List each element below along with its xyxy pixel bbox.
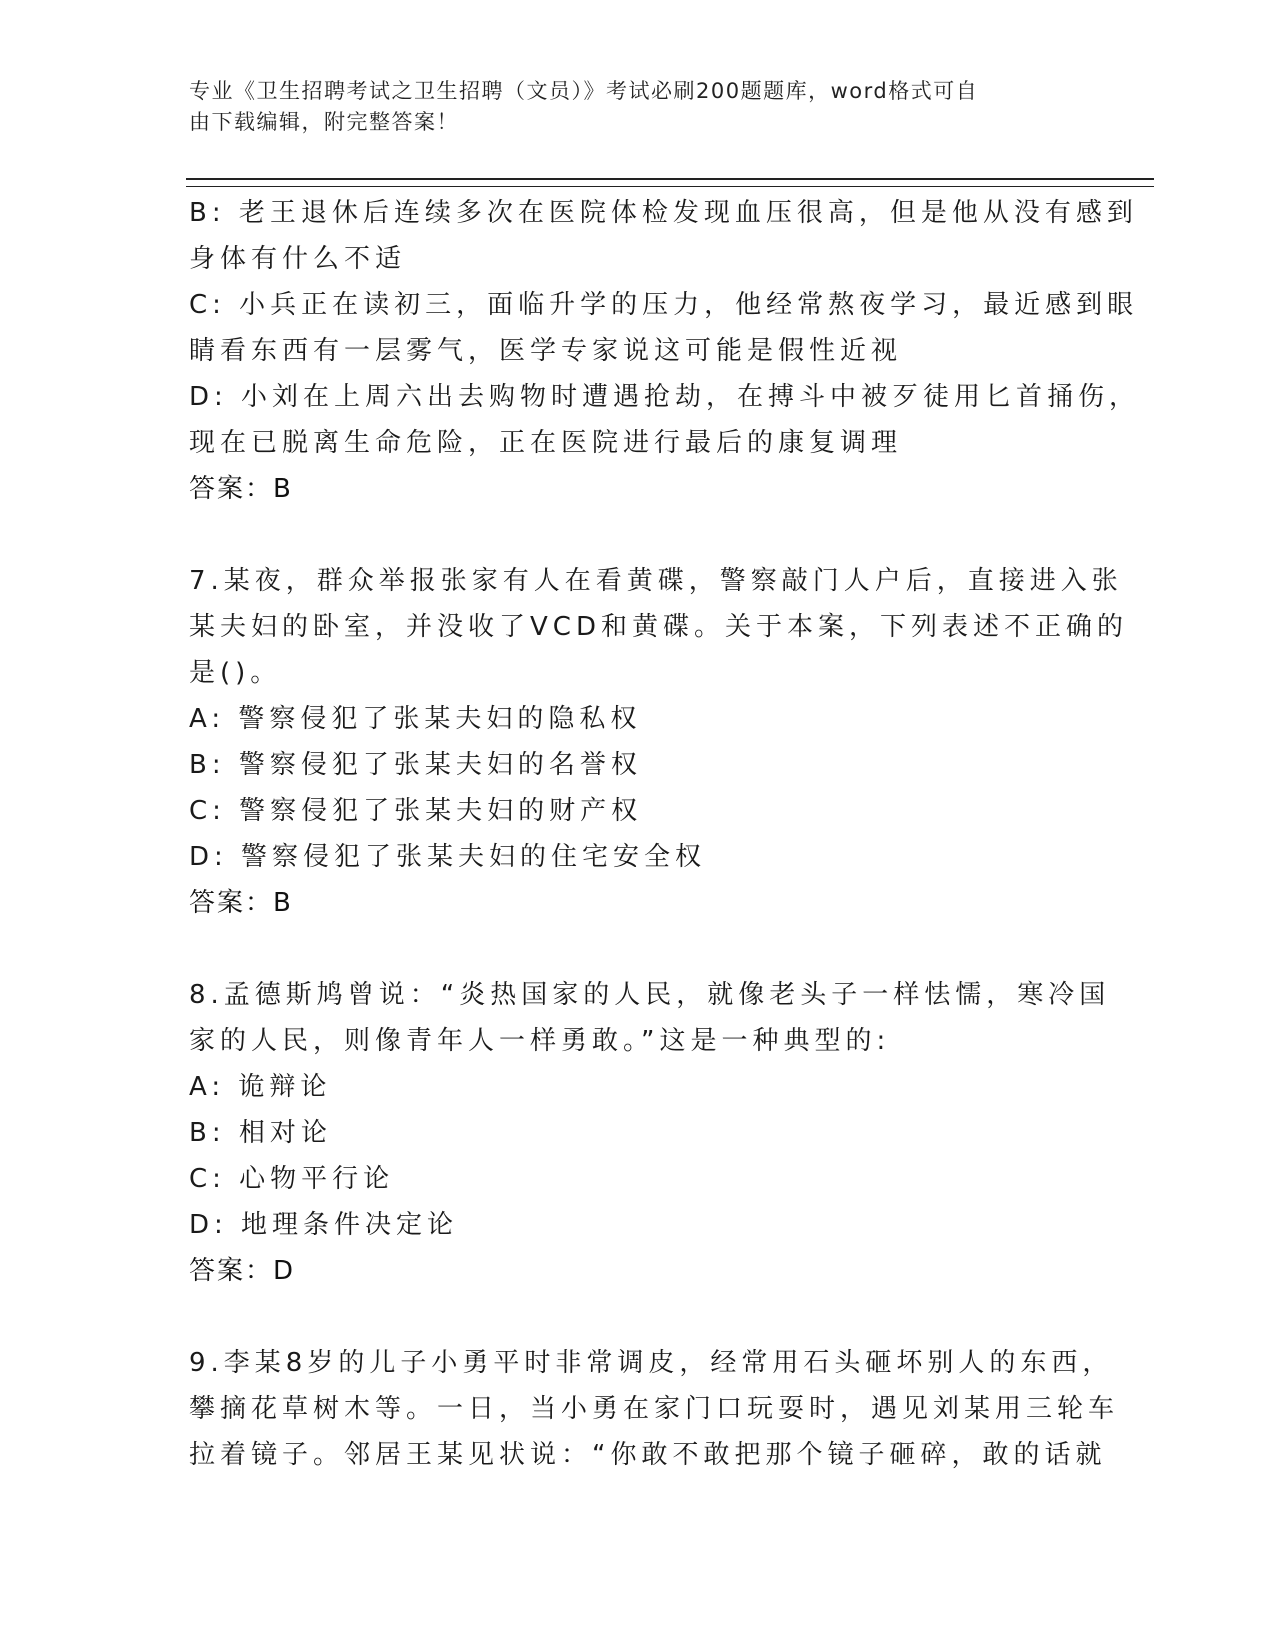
q7-option-b: B: 警察侵犯了张某夫妇的名誉权 (189, 750, 642, 780)
question-6-continued (189, 190, 1141, 512)
q8-option-c: C: 心物平行论 (189, 1164, 395, 1194)
q8-stem-line-1: 8.孟德斯鸠曾说：“炎热国家的人民，就像老头子一样怯懦，寒冷国 (189, 980, 1111, 1010)
q7-stem-line-1: 7.某夜，群众举报张家有人在看黄碟，警察敲门人户后，直接进入张 (189, 566, 1123, 596)
spacer (189, 512, 1079, 558)
document-header (189, 76, 1089, 138)
q8-answer: 答案：D (189, 1256, 296, 1286)
q6-option-d-line-2: 现在已脱离生命危险，正在医院进行最后的康复调理 (189, 428, 903, 458)
q9-stem-line-2: 攀摘花草树木等。一日，当小勇在家门口玩耍时，遇见刘某用三轮车 (189, 1394, 1120, 1424)
header-title-line-1: 专业《卫生招聘考试之卫生招聘（文员）》考试必刷200题题库，word格式可自 (189, 79, 979, 103)
q7-stem-line-2: 某夫妇的卧室，并没收了VCD和黄碟。关于本案，下列表述不正确的 (189, 612, 1128, 642)
question-8 (189, 972, 1111, 1294)
q6-option-d-line-1: D: 小刘在上周六出去购物时遭遇抢劫，在搏斗中被歹徒用匕首捅伤， (189, 382, 1141, 412)
q6-option-c-line-1: C: 小兵正在读初三，面临升学的压力，他经常熬夜学习，最近感到眼 (189, 290, 1139, 320)
document-body (189, 190, 1141, 1478)
q7-option-d: D: 警察侵犯了张某夫妇的住宅安全权 (189, 842, 707, 872)
header-title-line-2: 由下载编辑，附完整答案！ (189, 110, 459, 134)
q8-stem-line-2: 家的人民，则像青年人一样勇敢。”这是一种典型的: (189, 1026, 891, 1056)
q6-option-b-line-2: 身体有什么不适 (189, 244, 407, 274)
question-7 (189, 558, 1128, 926)
spacer (189, 926, 1079, 972)
q6-answer: 答案：B (189, 474, 293, 504)
q7-stem-line-3: 是()。 (189, 658, 282, 688)
spacer (189, 1294, 1079, 1340)
q7-option-c: C: 警察侵犯了张某夫妇的财产权 (189, 796, 643, 826)
q7-answer: 答案：B (189, 888, 293, 918)
q9-stem-line-1: 9.李某8岁的儿子小勇平时非常调皮，经常用石头砸坏别人的东西， (189, 1348, 1114, 1378)
q8-option-b: B: 相对论 (189, 1118, 332, 1148)
q8-option-a: A: 诡辩论 (189, 1072, 332, 1102)
q6-option-c-line-2: 睛看东西有一层雾气，医学专家说这可能是假性近视 (189, 336, 903, 366)
q6-option-b-line-1: B: 老王退休后连续多次在医院体检发现血压很高，但是他从没有感到 (189, 198, 1138, 228)
question-9 (189, 1340, 1120, 1478)
q7-option-a: A: 警察侵犯了张某夫妇的隐私权 (189, 704, 642, 734)
q9-stem-line-3: 拉着镜子。邻居王某见状说：“你敢不敢把那个镜子砸碎，敢的话就 (189, 1440, 1107, 1470)
header-divider (186, 178, 1154, 187)
q8-option-d: D: 地理条件决定论 (189, 1210, 459, 1240)
